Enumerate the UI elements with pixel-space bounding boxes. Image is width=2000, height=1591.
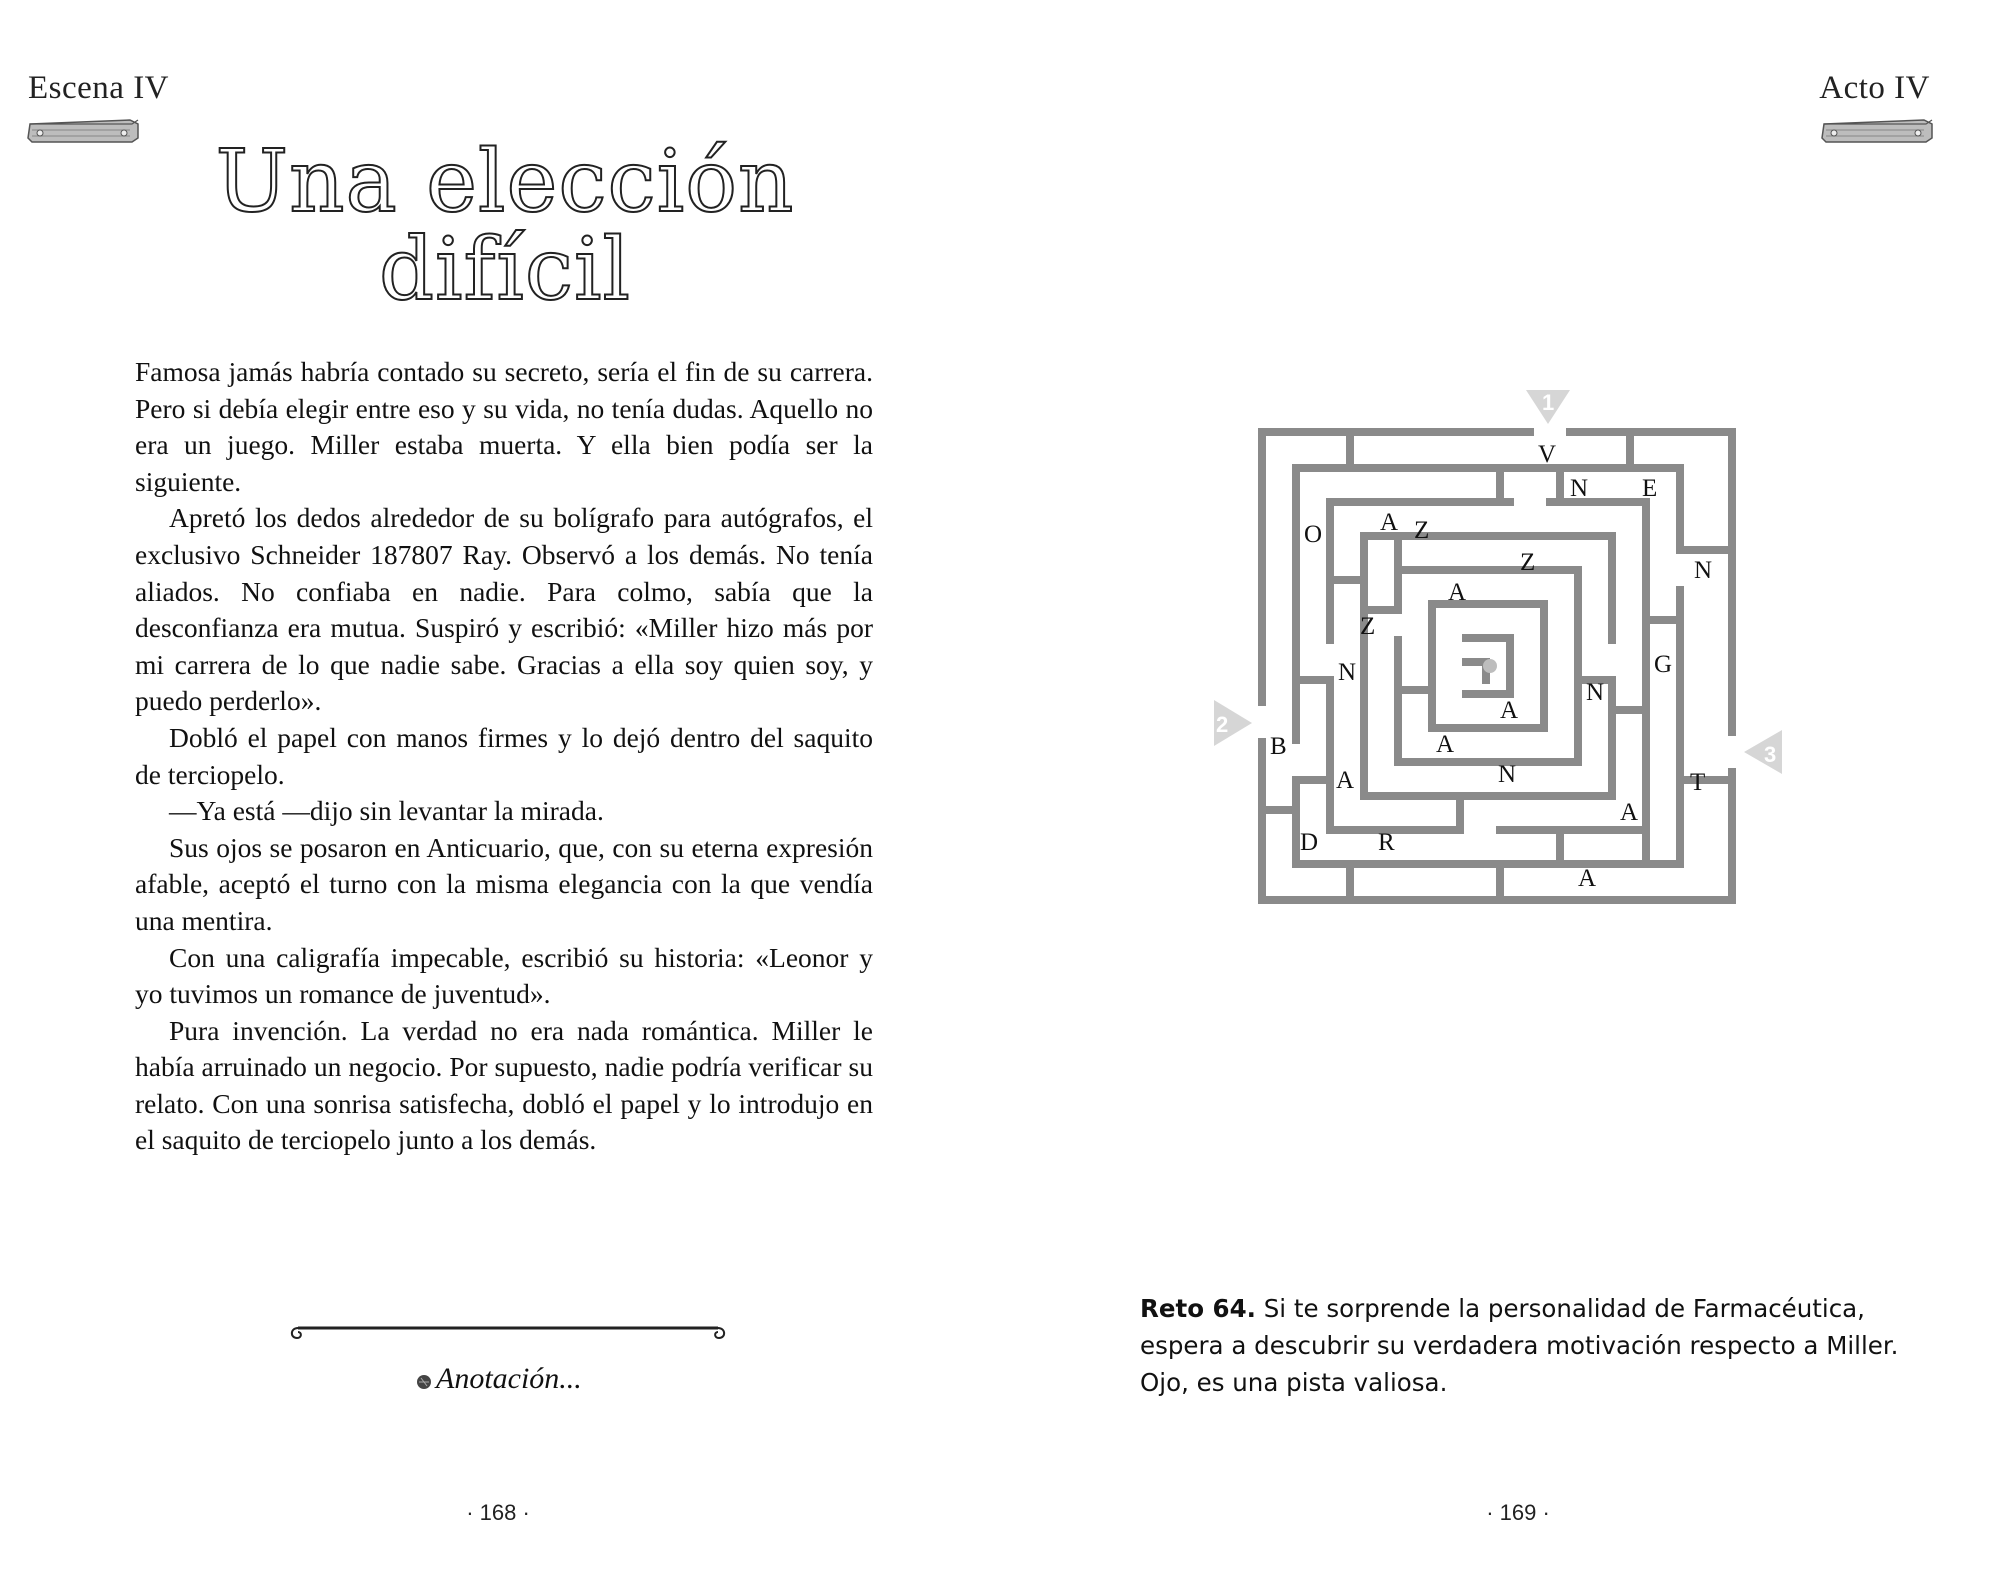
maze-letter: N [1498, 761, 1517, 788]
paragraph: —Ya está —dijo sin levantar la mirada. [169, 795, 604, 827]
letter-maze [1200, 380, 1777, 920]
right-page [1000, 0, 2000, 1591]
paragraph: Famosa jamás habría contado su secreto, sería el fin de su carrera. Pero si debía elegir entre eso y su vida, no tenía dudas. Aquello no era un juego. Miller estaba muerta. Y ella bien podía ser la siguiente. [135, 356, 873, 497]
maze-letter: A [1620, 799, 1639, 826]
svg-text:2: 2 [1216, 712, 1229, 737]
running-head-right: Acto IV [1819, 70, 1930, 106]
paragraph: Pura invención. La verdad no era nada romántica. Miller le había arruinado un negocio. Por supuesto, nadie podría verificar su relato. Con una sonrisa satisfecha, dobló el papel y lo introdujo en el saquito de terciopelo junto a los demás. [135, 1014, 873, 1156]
chapter-title [140, 132, 870, 320]
entrance-marker [1214, 700, 1252, 746]
maze-letter: N [1570, 475, 1589, 502]
quill-icon [416, 1374, 432, 1390]
maze-letter: R [1378, 829, 1395, 856]
maze-letter: Z [1520, 549, 1536, 576]
chapter-title-line-2: difícil [378, 220, 632, 320]
book-icon [1820, 116, 1936, 146]
running-head-left: Escena IV [28, 70, 170, 106]
page-number-right: · 169 · [1486, 1500, 1550, 1525]
maze-letter: D [1300, 829, 1319, 856]
page-number-left: · 168 · [466, 1500, 530, 1525]
maze-letter: A [1448, 579, 1467, 606]
maze-center-dot [1483, 659, 1497, 673]
challenge-text [1140, 1290, 1900, 1401]
maze-letter: Z [1414, 517, 1430, 544]
maze-letter: N [1694, 557, 1713, 584]
paragraph: Con una caligrafía impecable, escribió su historia: «Leonor y yo tuvimos un romance de juventud». [135, 941, 873, 1010]
maze-letter: B [1270, 733, 1287, 760]
book-icon [26, 116, 142, 146]
entrance-marker [1744, 730, 1782, 774]
challenge-label: Reto 64. [1140, 1294, 1256, 1323]
svg-text:1: 1 [1542, 390, 1555, 415]
paragraph: Sus ojos se posaron en Anticuario, que, con su eterna expresión afable, aceptó el turno con la misma elegancia con la que vendía una mentira. [135, 831, 873, 936]
paragraph: Dobló el papel con manos firmes y lo dejó dentro del saquito de terciopelo. [135, 721, 873, 790]
maze-letter: A [1336, 767, 1355, 794]
maze-letter: A [1500, 697, 1519, 724]
entrance-marker [1526, 390, 1570, 424]
svg-text:3: 3 [1764, 742, 1777, 767]
paragraph: Apretó los dedos alrededor de su bolígrafo para autógrafos, el exclusivo Schneider 187807 Ray. Observó a los demás. No tenía aliados. No confiaba en nadie. Para colmo, sabía que la desconfianza era mutua. Suspiró y escribió: «Miller hizo más por mi carrera de lo que nadie sabe. Gracias a ella soy quien soy, y puedo perderlo». [135, 502, 873, 717]
maze-letter: N [1338, 659, 1357, 686]
maze-letter: V [1538, 441, 1557, 468]
maze-letter: Z [1360, 613, 1376, 640]
body-text [135, 354, 873, 1159]
maze-letter: A [1578, 865, 1597, 892]
maze-letter: E [1642, 475, 1658, 502]
annotation-divider [288, 1318, 728, 1342]
annotation-label: Anotación... [436, 1362, 582, 1395]
maze-letter: A [1380, 509, 1399, 536]
maze-letter: N [1586, 679, 1605, 706]
maze-letter: T [1690, 769, 1706, 796]
maze-letter: O [1304, 521, 1323, 548]
maze-letter: G [1654, 651, 1673, 678]
chapter-title-line-1: Una elección [215, 132, 795, 232]
challenge-body: Si te sorprende la personalidad de Farmacéutica, espera a descubrir su verdadera motivación respecto a Miller. Ojo, es una pista valiosa. [1140, 1294, 1899, 1397]
maze-letter: A [1436, 731, 1455, 758]
